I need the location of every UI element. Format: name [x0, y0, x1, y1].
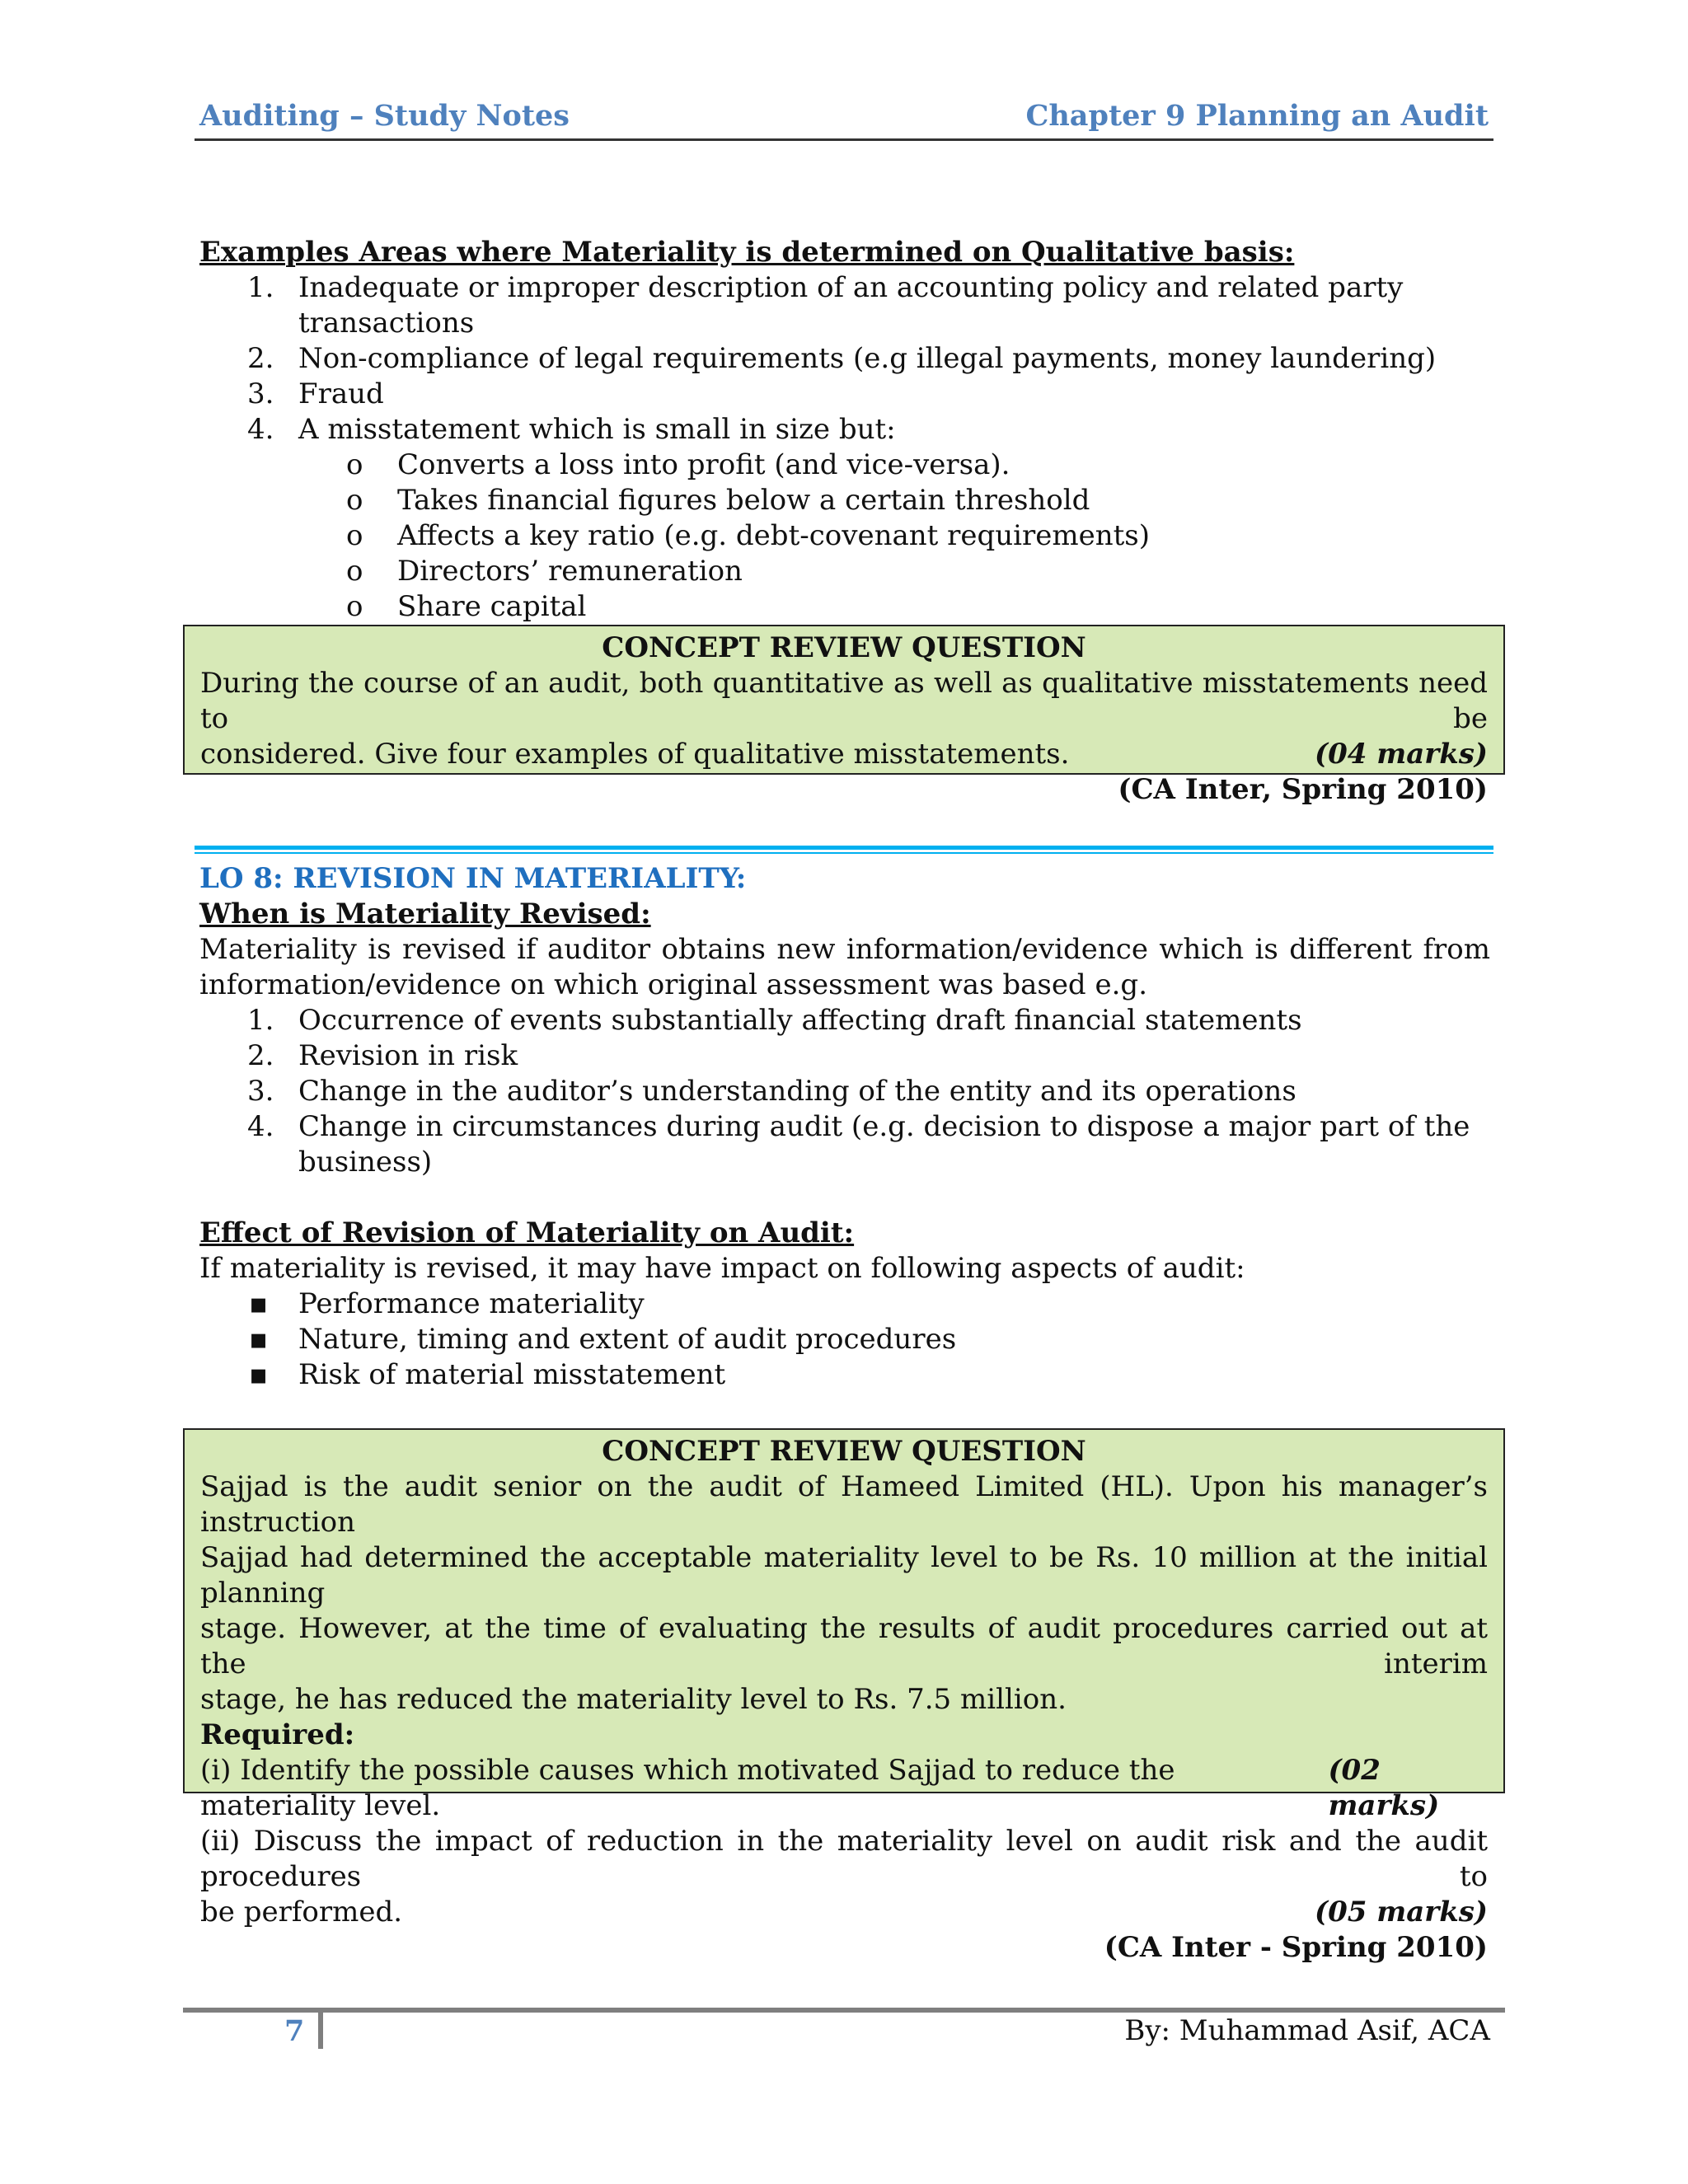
item-number: 4.	[247, 1110, 274, 1143]
sub-item-text: Directors’ remuneration	[397, 555, 743, 588]
item-text: Performance materiality	[298, 1287, 645, 1320]
crq2-question-2-line2: be performed.	[200, 1896, 403, 1929]
item-text: A misstatement which is small in size but:	[298, 413, 896, 446]
circle-bullet-icon: o	[346, 448, 363, 481]
item-text: Occurrence of events substantially affecting draft financial statements	[298, 1004, 1302, 1037]
item-number: 2.	[247, 1039, 274, 1072]
crq2-title: CONCEPT REVIEW QUESTION	[602, 1435, 1086, 1468]
item-number: 4.	[247, 413, 274, 446]
list-item	[199, 1074, 1490, 1109]
circle-bullet-icon: o	[346, 484, 363, 517]
crq2-source: (CA Inter - Spring 2010)	[1104, 1931, 1488, 1964]
circle-bullet-icon: o	[346, 590, 363, 623]
list-item	[199, 1003, 1490, 1038]
item-text: Change in circumstances during audit (e.g. decision to dispose a major part of the business)	[298, 1110, 1470, 1179]
sub-list-item	[199, 589, 1490, 625]
square-bullet-icon: ▪	[249, 1323, 269, 1356]
header-chapter-title: Chapter 9 Planning an Audit	[1025, 99, 1489, 133]
crq2-q1-marks: (02 marks)	[1328, 1754, 1440, 1822]
item-number: 1.	[247, 1004, 274, 1037]
item-text: Revision in risk	[298, 1039, 518, 1072]
qualitative-section	[199, 235, 1490, 625]
concept-review-box-2	[183, 1428, 1505, 1964]
sub-list-item	[199, 448, 1490, 483]
when-revised-heading: When is Materiality Revised:	[199, 898, 651, 930]
footer-author: By: Muhammad Asif, ACA	[1124, 2014, 1490, 2047]
item-text: Non-compliance of legal requirements (e.g illegal payments, money laundering)	[298, 342, 1437, 375]
sub-item-text: Affects a key ratio (e.g. debt-covenant requirements)	[397, 519, 1151, 552]
footer-rule	[183, 2008, 1505, 2013]
sub-list-item	[199, 483, 1490, 518]
page-number: 7	[284, 2014, 305, 2048]
qualitative-sublist	[199, 448, 1490, 625]
crq2-required: Required:	[200, 1718, 355, 1751]
effects-list	[199, 1286, 1490, 1393]
square-bullet-icon: ▪	[249, 1358, 269, 1391]
footer-separator	[318, 2013, 323, 2049]
crq1-line1: During the course of an audit, both quantitative as well as qualitative misstatements need to be	[200, 667, 1488, 735]
concept-review-box-1	[183, 625, 1505, 806]
effect-heading: Effect of Revision of Materiality on Audit:	[199, 1216, 855, 1249]
list-item	[199, 1322, 1490, 1357]
sub-item-text: Takes financial figures below a certain threshold	[397, 484, 1090, 517]
header-left-title: Auditing – Study Notes	[199, 99, 570, 133]
circle-bullet-icon: o	[346, 555, 363, 588]
effect-intro: If materiality is revised, it may have impact on following aspects of audit:	[199, 1252, 1245, 1285]
crq1-line2: considered. Give four examples of qualitative misstatements.	[200, 738, 1070, 771]
crq2-para-line: stage. However, at the time of evaluating the results of audit procedures carried out at the interim	[200, 1612, 1488, 1680]
list-item	[199, 341, 1490, 377]
qualitative-list	[199, 270, 1490, 448]
circle-bullet-icon: o	[346, 519, 363, 552]
lo8-intro-line2: information/evidence on which original assessment was based e.g.	[199, 968, 1148, 1001]
crq2-para-line: stage, he has reduced the materiality level to Rs. 7.5 million.	[200, 1683, 1067, 1716]
crq1-marks: (04 marks)	[1315, 738, 1488, 771]
crq2-question-1: (i) Identify the possible causes which motivated Sajjad to reduce the materiality level.	[200, 1754, 1175, 1822]
item-number: 1.	[247, 271, 274, 304]
qualitative-heading: Examples Areas where Materiality is determined on Qualitative basis:	[199, 236, 1295, 269]
item-number: 2.	[247, 342, 274, 375]
list-item	[199, 1357, 1490, 1393]
revision-causes-list	[199, 1003, 1490, 1180]
sub-list-item	[199, 518, 1490, 554]
lo8-title: LO 8: REVISION IN MATERIALITY:	[199, 862, 747, 895]
list-item	[199, 1286, 1490, 1322]
list-item	[199, 1109, 1490, 1180]
item-text: Fraud	[298, 377, 384, 410]
item-number: 3.	[247, 377, 274, 410]
square-bullet-icon: ▪	[249, 1287, 269, 1320]
item-text: Nature, timing and extent of audit procedures	[298, 1323, 957, 1356]
item-text: Inadequate or improper description of an accounting policy and related party transactions	[298, 271, 1404, 340]
list-item	[199, 270, 1490, 341]
page-header	[195, 97, 1493, 141]
sub-item-text: Converts a loss into profit (and vice-versa).	[397, 448, 1010, 481]
item-text: Risk of material misstatement	[298, 1358, 726, 1391]
list-item	[199, 377, 1490, 412]
crq2-q2-marks: (05 marks)	[1315, 1896, 1488, 1929]
section-divider	[195, 846, 1493, 855]
item-text: Change in the auditor’s understanding of the entity and its operations	[298, 1075, 1296, 1108]
lo8-section	[199, 861, 1490, 1393]
sub-list-item	[199, 554, 1490, 589]
crq1-source: (CA Inter, Spring 2010)	[1118, 773, 1488, 806]
crq2-para-line: Sajjad had determined the acceptable materiality level to be Rs. 10 million at the initial planning	[200, 1541, 1488, 1610]
list-item	[199, 1038, 1490, 1074]
crq2-question-2-line1: (ii) Discuss the impact of reduction in the materiality level on audit risk and the audit procedures to	[200, 1825, 1488, 1893]
crq2-para-line: Sajjad is the audit senior on the audit of Hameed Limited (HL). Upon his manager’s instruction	[200, 1470, 1488, 1539]
list-item	[199, 412, 1490, 448]
sub-item-text: Share capital	[397, 590, 587, 623]
item-number: 3.	[247, 1075, 274, 1108]
lo8-intro-line1: Materiality is revised if auditor obtains new information/evidence which is different from	[199, 933, 1490, 966]
crq1-title: CONCEPT REVIEW QUESTION	[602, 631, 1086, 664]
